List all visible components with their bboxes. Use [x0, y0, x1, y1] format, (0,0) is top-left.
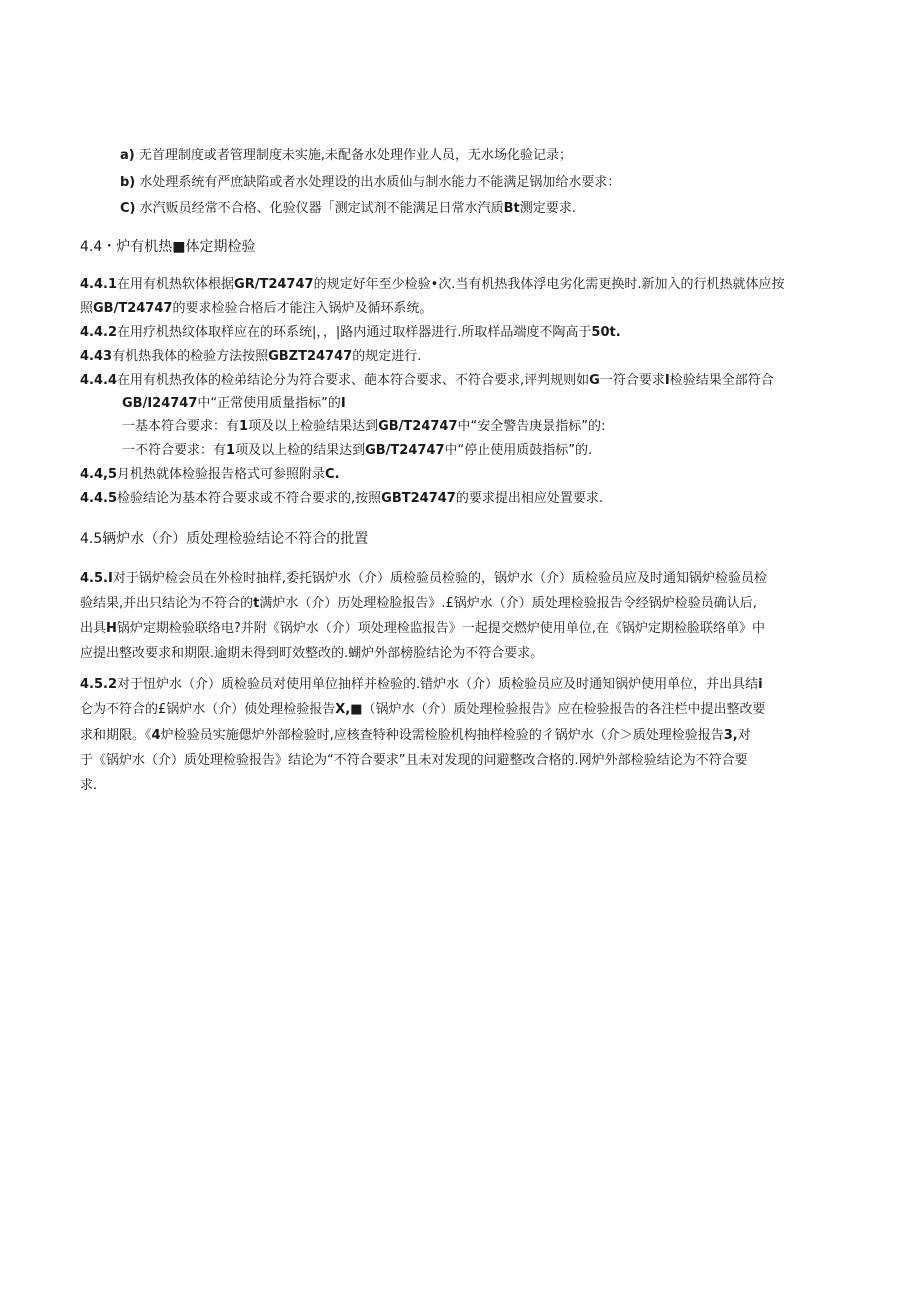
paragraph-4-4-1-line1: [80, 276, 785, 294]
paragraph-4-4-3: [80, 348, 421, 366]
clause-text: 的规定进行.: [352, 349, 422, 364]
paragraph-4-4-5a: [80, 466, 340, 484]
clause-text: 的规定好年至少检验•次.当有机热我体浮电劣化需更换时.新加入的行机热就体应按: [313, 277, 785, 292]
clause-text: 一不符合要求：有: [122, 443, 227, 458]
paragraph-4-4-4-line2: [122, 395, 346, 413]
clause-text: （锅炉水（介）质处理检验报告》应在检验报告的各注栏中提出整改要: [362, 702, 766, 717]
clause-number: 4.4.1: [80, 277, 118, 292]
clause-text: 求和期限。《: [80, 728, 152, 743]
standard-code: GB/T24747: [365, 443, 445, 458]
clause-text: 检验结论为基本符合要求或不符合要求的,按照: [117, 491, 382, 506]
list-item-b: [120, 174, 620, 192]
clause-text: 中“停止使用质鼓指标”的.: [444, 443, 593, 458]
list-text: 水处理系统有严庶缺陷或者水处理设的出水质仙与制水能力不能满足锅加给水要求：: [139, 175, 621, 190]
clause-bold: I: [340, 396, 346, 411]
paragraph-4-5-2-line1: [80, 676, 763, 694]
clause-text: 月机热就体检验报告格式可参照附录: [117, 467, 326, 482]
clause-text: 验结果,并出只结论为不符合的: [80, 596, 254, 611]
clause-text: 锅炉定期检验联络电?并附《锅炉水（介）项处理检监报告》一起提交燃炉使用单位,在《锅炉定期检脸联络单》中: [116, 621, 765, 636]
clause-text: 对于忸炉水（介）质检验员对使用单位抽样并检验的.错炉水（介）质检验员应及时通知锅炉使用单位，并出具结: [117, 677, 759, 692]
clause-bold: G: [589, 373, 600, 388]
clause-text: 在用疗机热纹体取样应在的环系统|，，|路内通过取样器进行.所取样品端度不陶高于: [117, 325, 592, 340]
clause-text: 项及以上检的结果达到: [235, 443, 366, 458]
clause-text: 一符合要求: [599, 373, 665, 388]
section-heading-4-4: 4.4・炉有机热■体定期检验: [80, 239, 256, 255]
clause-bold: 50t.: [591, 325, 621, 340]
section-heading-4-5: 4.5辆炉水（介）质处理检验结论不符合的批置: [80, 531, 369, 547]
clause-text: 一基本符合要求：有: [122, 419, 240, 434]
paragraph-4-5-1-line4: [80, 645, 543, 663]
clause-bold: 1: [239, 419, 249, 434]
clause-text: 仑为不符合的£锅炉水（介）侦处理检验报告: [80, 702, 336, 717]
clause-text: 的要求提出相应处置要求.: [455, 491, 603, 506]
clause-number: 4.4,5: [80, 467, 118, 482]
standard-code: GBT24747: [381, 491, 456, 506]
clause-text: 在用有机热孜体的检弟结论分为符合要求、葩本符合要求、不符合要求,评判规则如: [117, 373, 590, 388]
clause-text: 炉检验员实施偲炉外部检验时,应核查特种设需检脸机构抽样检验的彳锅炉水（介＞质处理检验报告: [160, 728, 724, 743]
clause-text: 对于锅炉检会员在外检时抽样,委托锅炉水（介）质检验员检验的，锅炉水（介）质检验员应及时通知锅炉检验员检: [112, 571, 767, 586]
standard-code: GBZT24747: [268, 349, 353, 364]
paragraph-4-4-4-line4: [122, 442, 592, 460]
paragraph-4-5-2-line4: [80, 752, 748, 770]
list-marker: a): [120, 148, 135, 163]
clause-number: 4.43: [80, 349, 113, 364]
clause-text: 的要求检验合格后才能注入锅炉及循环系统。: [172, 301, 433, 316]
paragraph-4-4-4-line3: [122, 418, 605, 436]
clause-text: 照: [80, 301, 94, 316]
standard-code: GB/T24747: [378, 419, 458, 434]
clause-bold: I: [664, 373, 670, 388]
paragraph-4-4-2: [80, 324, 621, 342]
clause-bold: X,■: [335, 702, 363, 717]
clause-text: 在用有机热软体根据: [117, 277, 235, 292]
clause-text: 检验结果全部符合: [669, 373, 774, 388]
list-text: 无首理制度或者管理制度未实施,未配备水处理作业人员，无水场化验记录；: [138, 148, 572, 163]
paragraph-4-5-1-line3: [80, 620, 765, 638]
standard-code: GB/I24747: [122, 396, 198, 411]
list-marker: C): [120, 201, 136, 216]
clause-bold: H: [106, 621, 117, 636]
clause-number: 4.4.4: [80, 373, 118, 388]
paragraph-4-5-1-line1: [80, 570, 767, 588]
standard-code: GR/T24747: [234, 277, 314, 292]
clause-number: 4.4.5: [80, 491, 118, 506]
clause-bold: t: [253, 596, 260, 611]
list-marker: b): [120, 175, 136, 190]
clause-bold: C.: [325, 467, 340, 482]
list-text: 测定要求.: [519, 201, 576, 216]
clause-bold: 1: [226, 443, 236, 458]
clause-text: 对: [737, 728, 751, 743]
clause-text: 出具: [80, 621, 107, 636]
clause-number: 4.5.I: [80, 571, 113, 586]
paragraph-4-5-2-line5: [80, 777, 97, 795]
list-item-c: [120, 200, 576, 218]
clause-number: 4.5.2: [80, 677, 118, 692]
clause-text: 求.: [80, 778, 98, 793]
list-bold: Bt: [503, 201, 520, 216]
paragraph-4-5-2-line2: [80, 701, 766, 719]
clause-text: 满炉水（介）历处理检脸报告》.£锅炉水（介）质处理检验报告令经锅炉检验员确认后,: [259, 596, 757, 611]
clause-text: 中“安全警告庚景指标”的:: [457, 419, 606, 434]
paragraph-4-5-1-line2: [80, 595, 757, 613]
paragraph-4-5-2-line3: [80, 727, 751, 745]
clause-text: 中“正常使用质量指标”的: [197, 396, 341, 411]
clause-text: 应提出整改要求和期限.逾期未得到町效整改的.蝴炉外部榜脸结论为不符合要求。: [80, 646, 544, 661]
clause-text: 项及以上检验结果达到: [248, 419, 379, 434]
clause-number: 4.4.2: [80, 325, 118, 340]
clause-bold: 4: [151, 728, 161, 743]
clause-bold: i: [758, 677, 763, 692]
standard-code: GB/T24747: [93, 301, 173, 316]
clause-text: 有机热我体的检验方法按照: [112, 349, 269, 364]
paragraph-4-4-5b: [80, 490, 603, 508]
clause-bold: 3,: [723, 728, 738, 743]
clause-text: 于《锅炉水（介）质处理检验报告》结论为“不符合要求”且未对发现的问避整改合格的.网炉外部检验结论为不符合要: [80, 753, 748, 768]
paragraph-4-4-4-line1: [80, 372, 774, 390]
paragraph-4-4-1-line2: [80, 300, 432, 318]
list-item-a: [120, 147, 572, 165]
list-text: 水汽贩员经常不合格、化验仪器「测定试剂不能满足日常水汽质: [139, 201, 504, 216]
